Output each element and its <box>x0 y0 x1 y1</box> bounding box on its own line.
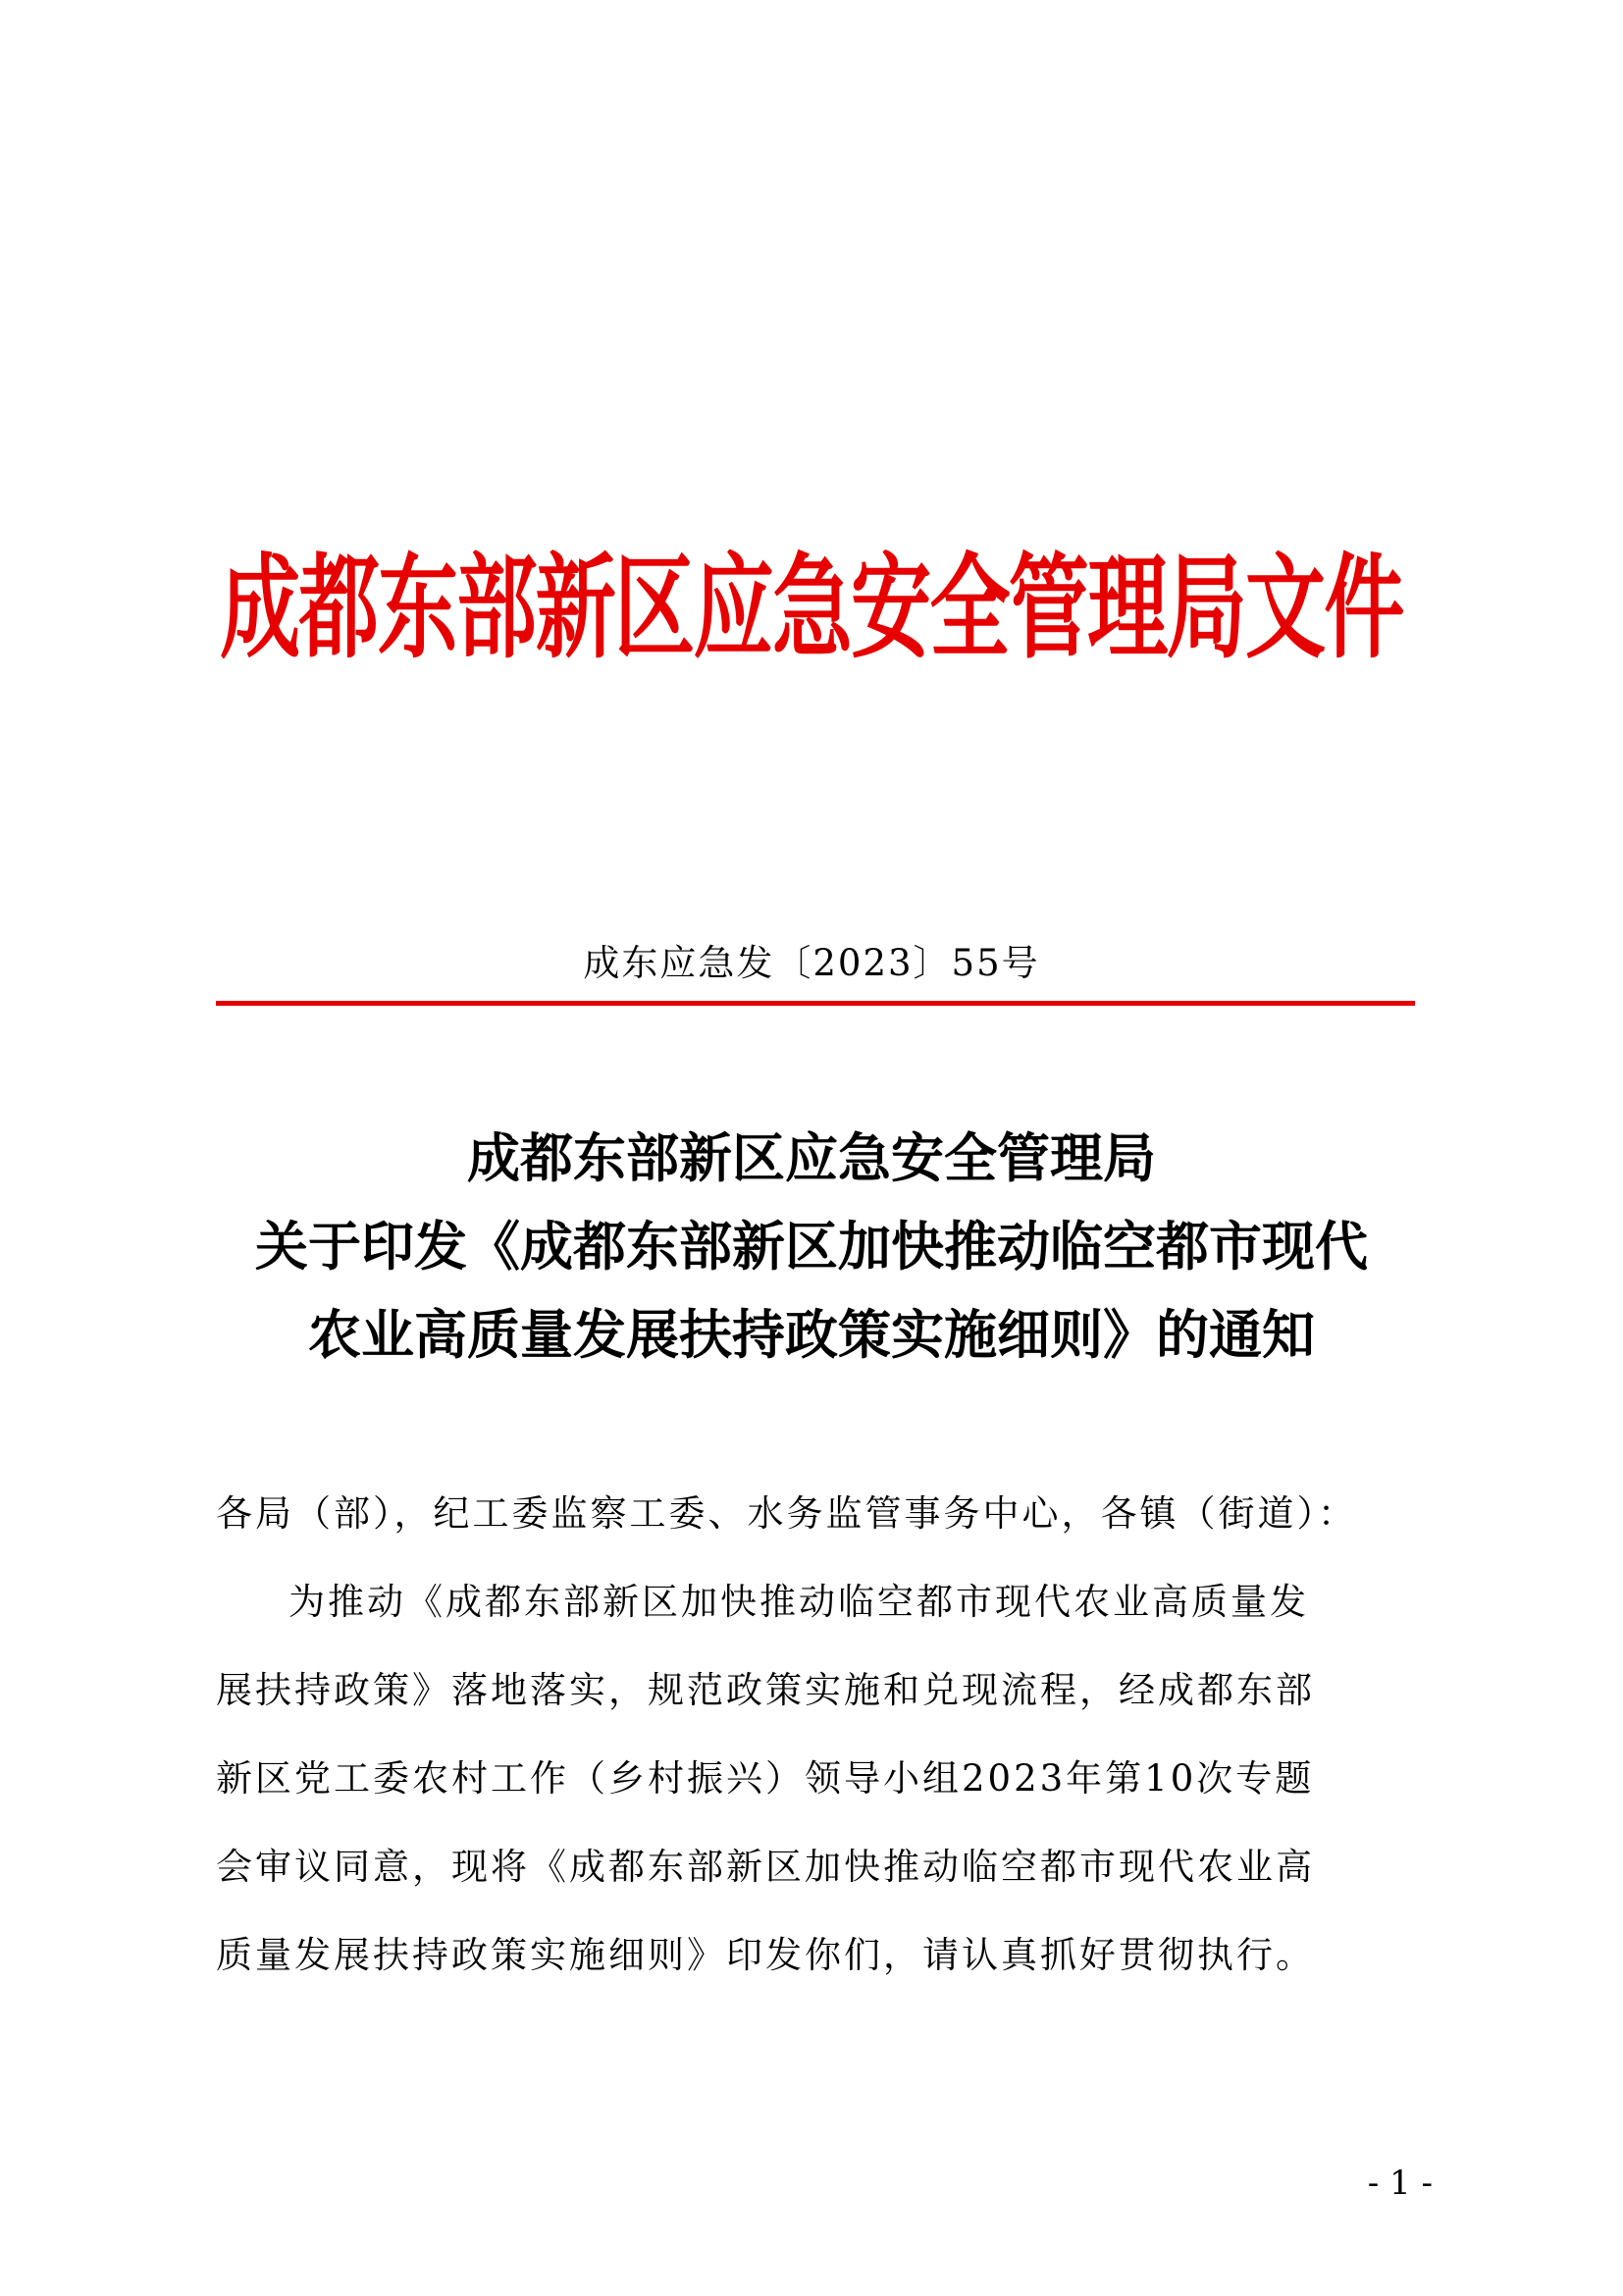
body-paragraph-line-5: 质量发展扶持政策实施细则》印发你们，请认真抓好贯彻执行。 <box>216 1934 1315 1976</box>
notice-title-line-3: 农业高质量发展扶持政策实施细则》的通知 <box>308 1303 1315 1366</box>
document-number: 成东应急发〔2023〕55号 <box>583 942 1040 984</box>
notice-title-line-2: 关于印发《成都东部新区加快推动临空都市现代 <box>255 1215 1368 1278</box>
notice-title <box>0 1114 1623 1379</box>
addressee-line: 各局（部），纪工委监察工委、水务监管事务中心，各镇（街道）： <box>216 1492 1357 1535</box>
body-paragraph-line-4: 会审议同意，现将《成都东部新区加快推动临空都市现代农业高 <box>216 1846 1315 1888</box>
agency-red-header-title: 成都东部新区应急安全管理局文件 <box>220 542 1403 674</box>
body-paragraph-line-3: 新区党工委农村工作（乡村振兴）领导小组2023年第10次专题 <box>216 1757 1315 1800</box>
body-paragraph-line-1: 为推动《成都东部新区加快推动临空都市现代农业高质量发 <box>288 1581 1309 1623</box>
page-number: - 1 - <box>1367 2164 1433 2203</box>
body-paragraph-line-2: 展扶持政策》落地落实，规范政策实施和兑现流程，经成都东部 <box>216 1669 1315 1711</box>
red-divider-rule <box>216 1001 1415 1006</box>
notice-title-line-1: 成都东部新区应急安全管理局 <box>467 1126 1156 1189</box>
